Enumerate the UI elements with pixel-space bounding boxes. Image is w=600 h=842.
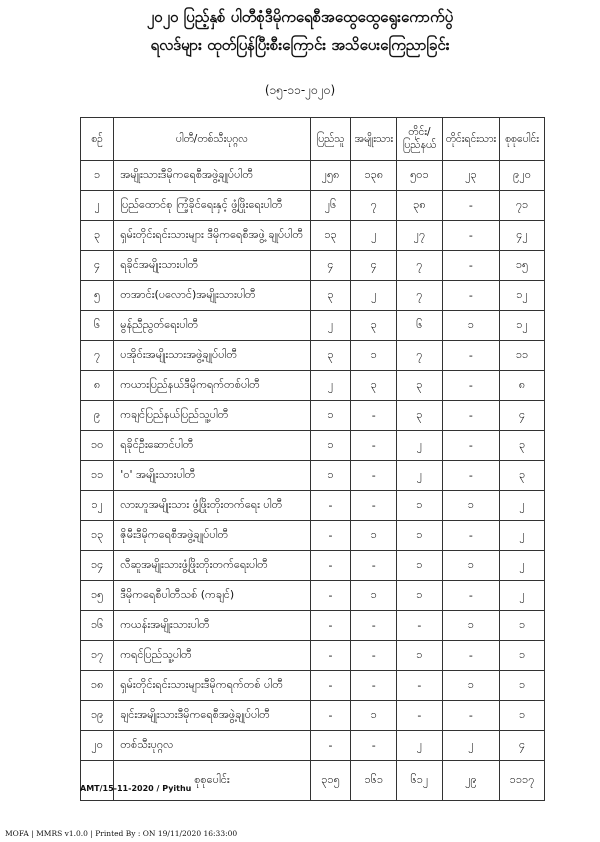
cell-pyithu: ၂၆	[310, 191, 351, 221]
print-footer: MOFA | MMRS v1.0.0 | Printed By : ON 19/11/2020 16:33:00	[5, 829, 238, 838]
cell-party: တစ်သီးပုဂ္ဂလ	[114, 731, 310, 761]
table-row	[81, 461, 545, 491]
col-header-region-state: တိုင်း/ပြည်နယ်	[397, 118, 443, 161]
cell-region-state: ၂၇	[397, 221, 443, 251]
cell-region-state: ၂	[397, 431, 443, 461]
cell-pyithu: ၁	[310, 431, 351, 461]
cell-region-state: ၃၈	[397, 191, 443, 221]
cell-serial: ၆	[81, 311, 114, 341]
cell-region-state: ၁	[397, 551, 443, 581]
cell-ethnic: -	[442, 701, 499, 731]
results-table	[80, 117, 545, 801]
cell-ethnic: -	[442, 521, 499, 551]
cell-amyotha: ၂	[351, 281, 397, 311]
cell-amyotha: -	[351, 461, 397, 491]
cell-ethnic: -	[442, 281, 499, 311]
cell-serial: ၁၄	[81, 551, 114, 581]
col-header-party: ပါတီ/တစ်သီးပုဂ္ဂလ	[114, 118, 310, 161]
table-row	[81, 491, 545, 521]
table-row	[81, 371, 545, 401]
results-table-body	[81, 161, 545, 801]
cell-pyithu: -	[310, 701, 351, 731]
cell-serial: ၁၀	[81, 431, 114, 461]
cell-total: ၁၅	[500, 251, 545, 281]
total-total: ၁၁၁၇	[500, 761, 545, 801]
cell-total: ၂	[500, 521, 545, 551]
cell-amyotha: ၁၃၈	[351, 161, 397, 191]
cell-amyotha: ၁	[351, 341, 397, 371]
cell-region-state: ၂	[397, 731, 443, 761]
cell-party: ချင်းအမျိုးသားဒီမိုကရေစီအဖွဲ့ချုပ်ပါတီ	[114, 701, 310, 731]
table-row	[81, 431, 545, 461]
cell-party: ပအိုဝ်းအမျိုးသားအဖွဲ့ချုပ်ပါတီ	[114, 341, 310, 371]
cell-amyotha: -	[351, 401, 397, 431]
cell-region-state: ၁	[397, 521, 443, 551]
table-row	[81, 701, 545, 731]
cell-region-state: ၁	[397, 641, 443, 671]
cell-amyotha: -	[351, 551, 397, 581]
cell-ethnic: ၁	[442, 311, 499, 341]
table-row	[81, 551, 545, 581]
cell-party: ကချင်ပြည်နယ်ပြည်သူ့ပါတီ	[114, 401, 310, 431]
cell-region-state: -	[397, 671, 443, 701]
cell-amyotha: ၃	[351, 311, 397, 341]
cell-serial: ၂၀	[81, 731, 114, 761]
table-row	[81, 731, 545, 761]
cell-serial: ၁	[81, 161, 114, 191]
cell-serial: ၁၇	[81, 641, 114, 671]
document-date: (၁၅-၁၁-၂၀၂၀)	[264, 83, 336, 97]
cell-pyithu: -	[310, 581, 351, 611]
col-header-serial: စဉ်	[81, 118, 114, 161]
cell-amyotha: -	[351, 611, 397, 641]
cell-party: ရှမ်းတိုင်းရင်းသားများဒီမိုကရက်တစ် ပါတီ	[114, 671, 310, 701]
cell-region-state: ၁	[397, 491, 443, 521]
cell-serial: ၇	[81, 341, 114, 371]
cell-party: ရခိုင်အမျိုးသားပါတီ	[114, 251, 310, 281]
cell-amyotha: -	[351, 491, 397, 521]
total-region-state: ၆၁၂	[397, 761, 443, 801]
cell-region-state: ၆	[397, 311, 443, 341]
table-row	[81, 251, 545, 281]
cell-ethnic: -	[442, 191, 499, 221]
cell-region-state: ၃	[397, 401, 443, 431]
cell-pyithu: ၃	[310, 341, 351, 371]
cell-pyithu: ၂	[310, 311, 351, 341]
cell-total: ၁	[500, 641, 545, 671]
cell-party: ရှမ်းတိုင်းရင်းသားများ ဒီမိုကရေစီအဖွဲ့ ချုပ်ပါတီ	[114, 221, 310, 251]
cell-party: အမျိုးသားဒီမိုကရေစီအဖွဲ့ချုပ်ပါတီ	[114, 161, 310, 191]
cell-ethnic: -	[442, 401, 499, 431]
cell-party: မွန်ညီညွတ်ရေးပါတီ	[114, 311, 310, 341]
document-title-line-2: ရလဒ်များ ထုတ်ပြန်ပြီးစီးကြောင်း အသိပေးကြေညာခြင်း	[150, 36, 450, 54]
cell-serial: ၁၉	[81, 701, 114, 731]
cell-total: ၁	[500, 611, 545, 641]
cell-pyithu: ၂၅၈	[310, 161, 351, 191]
col-header-ethnic: တိုင်းရင်းသား	[442, 118, 499, 161]
total-pyithu: ၃၁၅	[310, 761, 351, 801]
cell-pyithu: ၂	[310, 371, 351, 401]
cell-serial: ၈	[81, 371, 114, 401]
cell-party: ပြည်ထောင်စု ကြံ့ခိုင်ရေးနှင့် ဖွံ့ဖြိုးရေးပါတီ	[114, 191, 310, 221]
cell-party: ကယန်းအမျိုးသားပါတီ	[114, 611, 310, 641]
cell-pyithu: -	[310, 731, 351, 761]
cell-total: ၂	[500, 551, 545, 581]
cell-ethnic: ၁	[442, 671, 499, 701]
cell-serial: ၁၆	[81, 611, 114, 641]
table-row	[81, 401, 545, 431]
table-row	[81, 521, 545, 551]
cell-serial: ၉	[81, 401, 114, 431]
cell-amyotha: ၁	[351, 581, 397, 611]
cell-party: ဒီမိုကရေစီပါတီသစ် (ကချင်)	[114, 581, 310, 611]
cell-pyithu: ၁	[310, 461, 351, 491]
cell-ethnic: -	[442, 431, 499, 461]
table-row	[81, 161, 545, 191]
cell-ethnic: -	[442, 341, 499, 371]
cell-party: ဇိုမီးဒီမိုကရေစီအဖွဲ့ချုပ်ပါတီ	[114, 521, 310, 551]
cell-amyotha: ၄	[351, 251, 397, 281]
cell-serial: ၁၅	[81, 581, 114, 611]
cell-amyotha: ၁	[351, 521, 397, 551]
cell-amyotha: ၂	[351, 221, 397, 251]
cell-serial: ၁၂	[81, 491, 114, 521]
total-amyotha: ၁၆၁	[351, 761, 397, 801]
cell-amyotha: -	[351, 671, 397, 701]
cell-total: ၄၂	[500, 221, 545, 251]
document-reference: AMT/15-11-2020 / Pyithu	[80, 784, 192, 793]
table-row	[81, 341, 545, 371]
cell-total: ၇၁	[500, 191, 545, 221]
cell-region-state: ၂	[397, 461, 443, 491]
cell-amyotha: ၁	[351, 701, 397, 731]
cell-party: ကယားပြည်နယ်ဒီမိုကရက်တစ်ပါတီ	[114, 371, 310, 401]
cell-serial: ၂	[81, 191, 114, 221]
cell-serial: ၁၈	[81, 671, 114, 701]
cell-pyithu: -	[310, 611, 351, 641]
cell-region-state: ၅၀၁	[397, 161, 443, 191]
cell-amyotha: ၃	[351, 371, 397, 401]
col-header-total: စုစုပေါင်း	[500, 118, 545, 161]
cell-region-state: ၇	[397, 251, 443, 281]
table-row	[81, 311, 545, 341]
col-header-pyithu: ပြည်သူ	[310, 118, 351, 161]
cell-total: ၄	[500, 401, 545, 431]
document-title-line-1: ၂၀၂၀ ပြည့်နှစ် ပါတီစုံဒီမိုကရေစီအထွေထွေရွေးကောက်ပွဲ	[146, 8, 454, 26]
cell-region-state: -	[397, 701, 443, 731]
cell-ethnic: -	[442, 221, 499, 251]
cell-serial: ၃	[81, 221, 114, 251]
cell-ethnic: -	[442, 641, 499, 671]
table-row	[81, 281, 545, 311]
cell-amyotha: -	[351, 431, 397, 461]
cell-region-state: -	[397, 611, 443, 641]
cell-region-state: ၃	[397, 371, 443, 401]
cell-party: လားဟူအမျိုးသား ဖွံ့ဖြိုးတိုးတက်ရေး ပါတီ	[114, 491, 310, 521]
cell-total: ၄	[500, 731, 545, 761]
cell-ethnic: -	[442, 251, 499, 281]
cell-pyithu: -	[310, 641, 351, 671]
table-row	[81, 581, 545, 611]
cell-region-state: ၇	[397, 341, 443, 371]
cell-pyithu: -	[310, 491, 351, 521]
total-ethnic: ၂၉	[442, 761, 499, 801]
cell-total: ၉၂၀	[500, 161, 545, 191]
table-row	[81, 641, 545, 671]
cell-party: ကရင်ပြည်သူ့ပါတီ	[114, 641, 310, 671]
cell-pyithu: ၃	[310, 281, 351, 311]
cell-serial: ၅	[81, 281, 114, 311]
cell-party: လီဆူအမျိုးသားဖွံ့ဖြိုးတိုးတက်ရေးပါတီ	[114, 551, 310, 581]
total-row	[81, 761, 545, 801]
cell-total: ၁၂	[500, 281, 545, 311]
cell-ethnic: ၂	[442, 731, 499, 761]
cell-amyotha: -	[351, 641, 397, 671]
cell-serial: ၄	[81, 251, 114, 281]
cell-ethnic: ၁	[442, 611, 499, 641]
cell-pyithu: ၄	[310, 251, 351, 281]
cell-ethnic: -	[442, 581, 499, 611]
cell-ethnic: -	[442, 371, 499, 401]
cell-ethnic: ၂၃	[442, 161, 499, 191]
col-header-amyotha: အမျိုးသား	[351, 118, 397, 161]
cell-total: ၁၂	[500, 311, 545, 341]
cell-amyotha: ၇	[351, 191, 397, 221]
cell-pyithu: ၁၃	[310, 221, 351, 251]
table-row	[81, 191, 545, 221]
table-row	[81, 611, 545, 641]
cell-region-state: ၇	[397, 281, 443, 311]
cell-pyithu: ၁	[310, 401, 351, 431]
cell-party: ရခိုင်ဦးဆောင်ပါတီ	[114, 431, 310, 461]
table-row	[81, 671, 545, 701]
cell-total: ၁၁	[500, 341, 545, 371]
cell-total: ၂	[500, 581, 545, 611]
cell-ethnic: ၁	[442, 491, 499, 521]
cell-total: ၃	[500, 461, 545, 491]
table-row	[81, 221, 545, 251]
cell-serial: ၁၁	[81, 461, 114, 491]
cell-pyithu: -	[310, 551, 351, 581]
cell-total: ၈	[500, 371, 545, 401]
cell-ethnic: -	[442, 461, 499, 491]
cell-ethnic: ၁	[442, 551, 499, 581]
cell-total: ၃	[500, 431, 545, 461]
cell-party: တအာင်း(ပလောင်)အမျိုးသားပါတီ	[114, 281, 310, 311]
cell-pyithu: -	[310, 671, 351, 701]
cell-amyotha: -	[351, 731, 397, 761]
total-label: စုစုပေါင်း	[114, 761, 310, 801]
cell-serial	[81, 761, 114, 801]
results-table-header	[81, 118, 545, 161]
cell-region-state: ၁	[397, 581, 443, 611]
cell-party: 'ဝ' အမျိုးသားပါတီ	[114, 461, 310, 491]
cell-serial: ၁၃	[81, 521, 114, 551]
cell-total: ၁	[500, 701, 545, 731]
cell-total: ၁	[500, 671, 545, 701]
cell-pyithu: -	[310, 521, 351, 551]
cell-total: ၂	[500, 491, 545, 521]
